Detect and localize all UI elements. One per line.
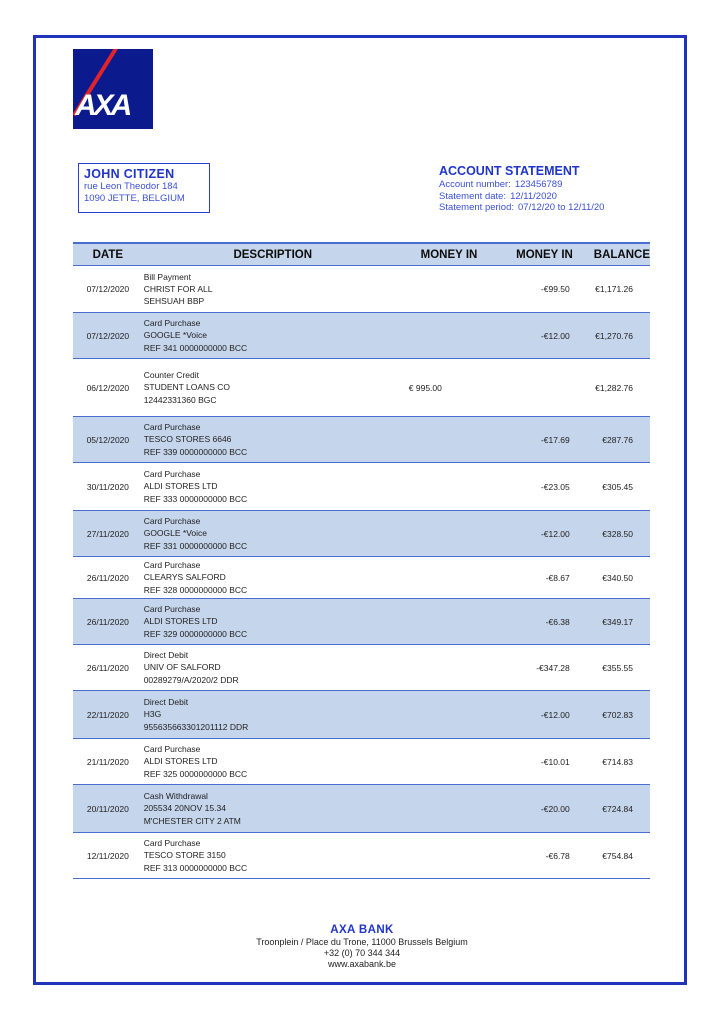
footer-bank-name: AXA BANK xyxy=(330,924,394,936)
transactions-body xyxy=(73,266,650,879)
row-date: 26/11/2020 xyxy=(73,599,143,645)
row-money-in xyxy=(403,599,495,645)
row-description xyxy=(143,313,403,359)
transaction-reference: 00289279/A/2020/2 DDR xyxy=(143,674,239,685)
row-balance: €714.83 xyxy=(594,739,650,785)
row-money-out: -€12.00 xyxy=(495,313,594,359)
transaction-type: Card Purchase xyxy=(143,604,201,615)
row-description xyxy=(143,417,403,463)
statement-period-row xyxy=(439,202,679,214)
row-money-out: -€10.01 xyxy=(495,739,594,785)
transaction-payee: STUDENT LOANS CO xyxy=(143,382,230,393)
address-line-1: rue Leon Theodor 184 xyxy=(84,181,178,192)
transaction-payee: 205534 20NOV 15.34 xyxy=(143,803,226,814)
row-description xyxy=(143,785,403,833)
table-row xyxy=(73,359,650,417)
statement-date-label: Statement date: xyxy=(439,190,507,202)
row-description xyxy=(143,645,403,691)
row-description xyxy=(143,691,403,739)
table-row xyxy=(73,691,650,739)
row-description xyxy=(143,359,403,417)
row-balance: €1,282.76 xyxy=(594,359,650,417)
transaction-payee: UNIV OF SALFORD xyxy=(143,662,221,673)
statement-info xyxy=(439,164,679,214)
row-money-out: -€23.05 xyxy=(495,463,594,511)
row-money-out: -€12.00 xyxy=(495,511,594,557)
transaction-reference: REF 313 0000000000 BCC xyxy=(143,862,248,873)
row-money-out: -€347.28 xyxy=(495,645,594,691)
transaction-payee: ALDI STORES LTD xyxy=(143,481,218,492)
row-money-in xyxy=(403,511,495,557)
transaction-type: Card Purchase xyxy=(143,469,201,480)
row-date: 20/11/2020 xyxy=(73,785,143,833)
row-money-out xyxy=(495,359,594,417)
row-date: 26/11/2020 xyxy=(73,645,143,691)
row-money-in xyxy=(403,313,495,359)
transaction-type: Card Purchase xyxy=(143,560,201,571)
transaction-payee: TESCO STORE 3150 xyxy=(143,850,226,861)
row-description xyxy=(143,266,403,313)
transaction-type: Direct Debit xyxy=(143,650,189,661)
row-money-out: -€99.50 xyxy=(495,266,594,313)
row-money-in: € 995.00 xyxy=(403,359,495,417)
transaction-payee: H3G xyxy=(143,709,162,720)
footer xyxy=(0,924,724,970)
row-money-in xyxy=(403,417,495,463)
transaction-payee: TESCO STORES 6646 xyxy=(143,434,232,445)
transaction-type: Card Purchase xyxy=(143,318,201,329)
row-money-in xyxy=(403,785,495,833)
row-date: 27/11/2020 xyxy=(73,511,143,557)
row-money-in xyxy=(403,833,495,879)
row-date: 12/11/2020 xyxy=(73,833,143,879)
row-money-in xyxy=(403,266,495,313)
table-row xyxy=(73,313,650,359)
account-number-row xyxy=(439,179,679,191)
row-balance: €754.84 xyxy=(594,833,650,879)
transaction-reference: REF 331 0000000000 BCC xyxy=(143,540,248,551)
footer-phone: +32 (0) 70 344 344 xyxy=(323,948,401,958)
table-row xyxy=(73,833,650,879)
row-money-out: -€6.38 xyxy=(495,599,594,645)
table-row xyxy=(73,785,650,833)
row-description xyxy=(143,833,403,879)
account-number-label: Account number: xyxy=(439,179,511,190)
transactions-table xyxy=(73,242,650,879)
row-description xyxy=(143,463,403,511)
transaction-type: Bill Payment xyxy=(143,271,191,282)
row-balance: €340.50 xyxy=(594,557,650,599)
transaction-type: Card Purchase xyxy=(143,838,201,849)
row-money-out: -€12.00 xyxy=(495,691,594,739)
header-description: DESCRIPTION xyxy=(143,243,403,266)
table-row xyxy=(73,266,650,313)
statement-date: 12/11/2020 xyxy=(510,190,557,202)
table-row xyxy=(73,417,650,463)
transaction-reference: REF 341 0000000000 BCC xyxy=(143,342,248,353)
row-date: 07/12/2020 xyxy=(73,313,143,359)
header-date: DATE xyxy=(73,243,143,266)
row-balance: €355.55 xyxy=(594,645,650,691)
table-row xyxy=(73,463,650,511)
customer-name: JOHN CITIZEN xyxy=(84,167,175,181)
row-money-in xyxy=(403,557,495,599)
header-money-in: MONEY IN xyxy=(403,243,495,266)
row-money-out: -€17.69 xyxy=(495,417,594,463)
row-date: 22/11/2020 xyxy=(73,691,143,739)
row-description xyxy=(143,557,403,599)
statement-title: ACCOUNT STATEMENT xyxy=(439,164,580,178)
transaction-reference: 12442331360 BGC xyxy=(143,394,217,405)
row-money-in xyxy=(403,691,495,739)
customer-address-box xyxy=(78,163,210,213)
header-money-out: MONEY IN xyxy=(495,243,594,266)
transaction-type: Card Purchase xyxy=(143,422,201,433)
transaction-payee: ALDI STORES LTD xyxy=(143,756,218,767)
logo-text: AXA xyxy=(75,89,130,122)
transaction-payee: CHRIST FOR ALL xyxy=(143,283,213,294)
row-description xyxy=(143,739,403,785)
row-balance: €1,171.26 xyxy=(594,266,650,313)
transaction-reference: REF 333 0000000000 BCC xyxy=(143,493,248,504)
address-line-2: 1090 JETTE, BELGIUM xyxy=(84,193,185,204)
row-date: 21/11/2020 xyxy=(73,739,143,785)
transaction-reference: M'CHESTER CITY 2 ATM xyxy=(143,815,241,826)
header-balance: BALANCE xyxy=(594,243,650,266)
transaction-reference: REF 339 0000000000 BCC xyxy=(143,446,248,457)
row-date: 06/12/2020 xyxy=(73,359,143,417)
transaction-payee: CLEARYS SALFORD xyxy=(143,572,226,583)
transaction-type: Counter Credit xyxy=(143,370,199,381)
transaction-payee: GOOGLE *Voice xyxy=(143,528,208,539)
row-date: 05/12/2020 xyxy=(73,417,143,463)
transaction-payee: GOOGLE *Voice xyxy=(143,330,208,341)
statement-date-row xyxy=(439,191,679,203)
statement-period: 07/12/20 to 12/11/20 xyxy=(518,202,605,213)
row-balance: €349.17 xyxy=(594,599,650,645)
row-balance: €328.50 xyxy=(594,511,650,557)
table-row xyxy=(73,557,650,599)
statement-period-label: Statement period: xyxy=(439,202,514,213)
transaction-type: Card Purchase xyxy=(143,744,201,755)
table-row xyxy=(73,599,650,645)
transaction-payee: ALDI STORES LTD xyxy=(143,616,218,627)
row-money-in xyxy=(403,739,495,785)
row-money-out: -€8.67 xyxy=(495,557,594,599)
table-row xyxy=(73,739,650,785)
transaction-reference: SEHSUAH BBP xyxy=(143,296,205,307)
transaction-reference: 955635663301201112 DDR xyxy=(143,721,249,732)
table-row xyxy=(73,645,650,691)
account-number: 123456789 xyxy=(514,179,563,190)
transaction-type: Card Purchase xyxy=(143,516,201,527)
row-date: 30/11/2020 xyxy=(73,463,143,511)
row-balance: €1,270.76 xyxy=(594,313,650,359)
row-money-in xyxy=(403,463,495,511)
row-balance: €702.83 xyxy=(594,691,650,739)
transaction-type: Cash Withdrawal xyxy=(143,791,208,802)
row-balance: €305.45 xyxy=(594,463,650,511)
row-balance: €724.84 xyxy=(594,785,650,833)
row-money-out: -€6.78 xyxy=(495,833,594,879)
transaction-reference: REF 328 0000000000 BCC xyxy=(143,584,248,595)
row-balance: €287.76 xyxy=(594,417,650,463)
row-description xyxy=(143,511,403,557)
footer-address: Troonplein / Place du Trone, 11000 Brussels Belgium xyxy=(256,937,468,947)
row-money-out: -€20.00 xyxy=(495,785,594,833)
transaction-type: Direct Debit xyxy=(143,697,189,708)
table-header-row xyxy=(73,243,650,266)
transaction-reference: REF 329 0000000000 BCC xyxy=(143,628,248,639)
table-row xyxy=(73,511,650,557)
transaction-reference: REF 325 0000000000 BCC xyxy=(143,768,248,779)
row-description xyxy=(143,599,403,645)
row-money-in xyxy=(403,645,495,691)
axa-logo xyxy=(73,49,153,129)
row-date: 07/12/2020 xyxy=(73,266,143,313)
footer-website: www.axabank.be xyxy=(327,959,397,969)
row-date: 26/11/2020 xyxy=(73,557,143,599)
